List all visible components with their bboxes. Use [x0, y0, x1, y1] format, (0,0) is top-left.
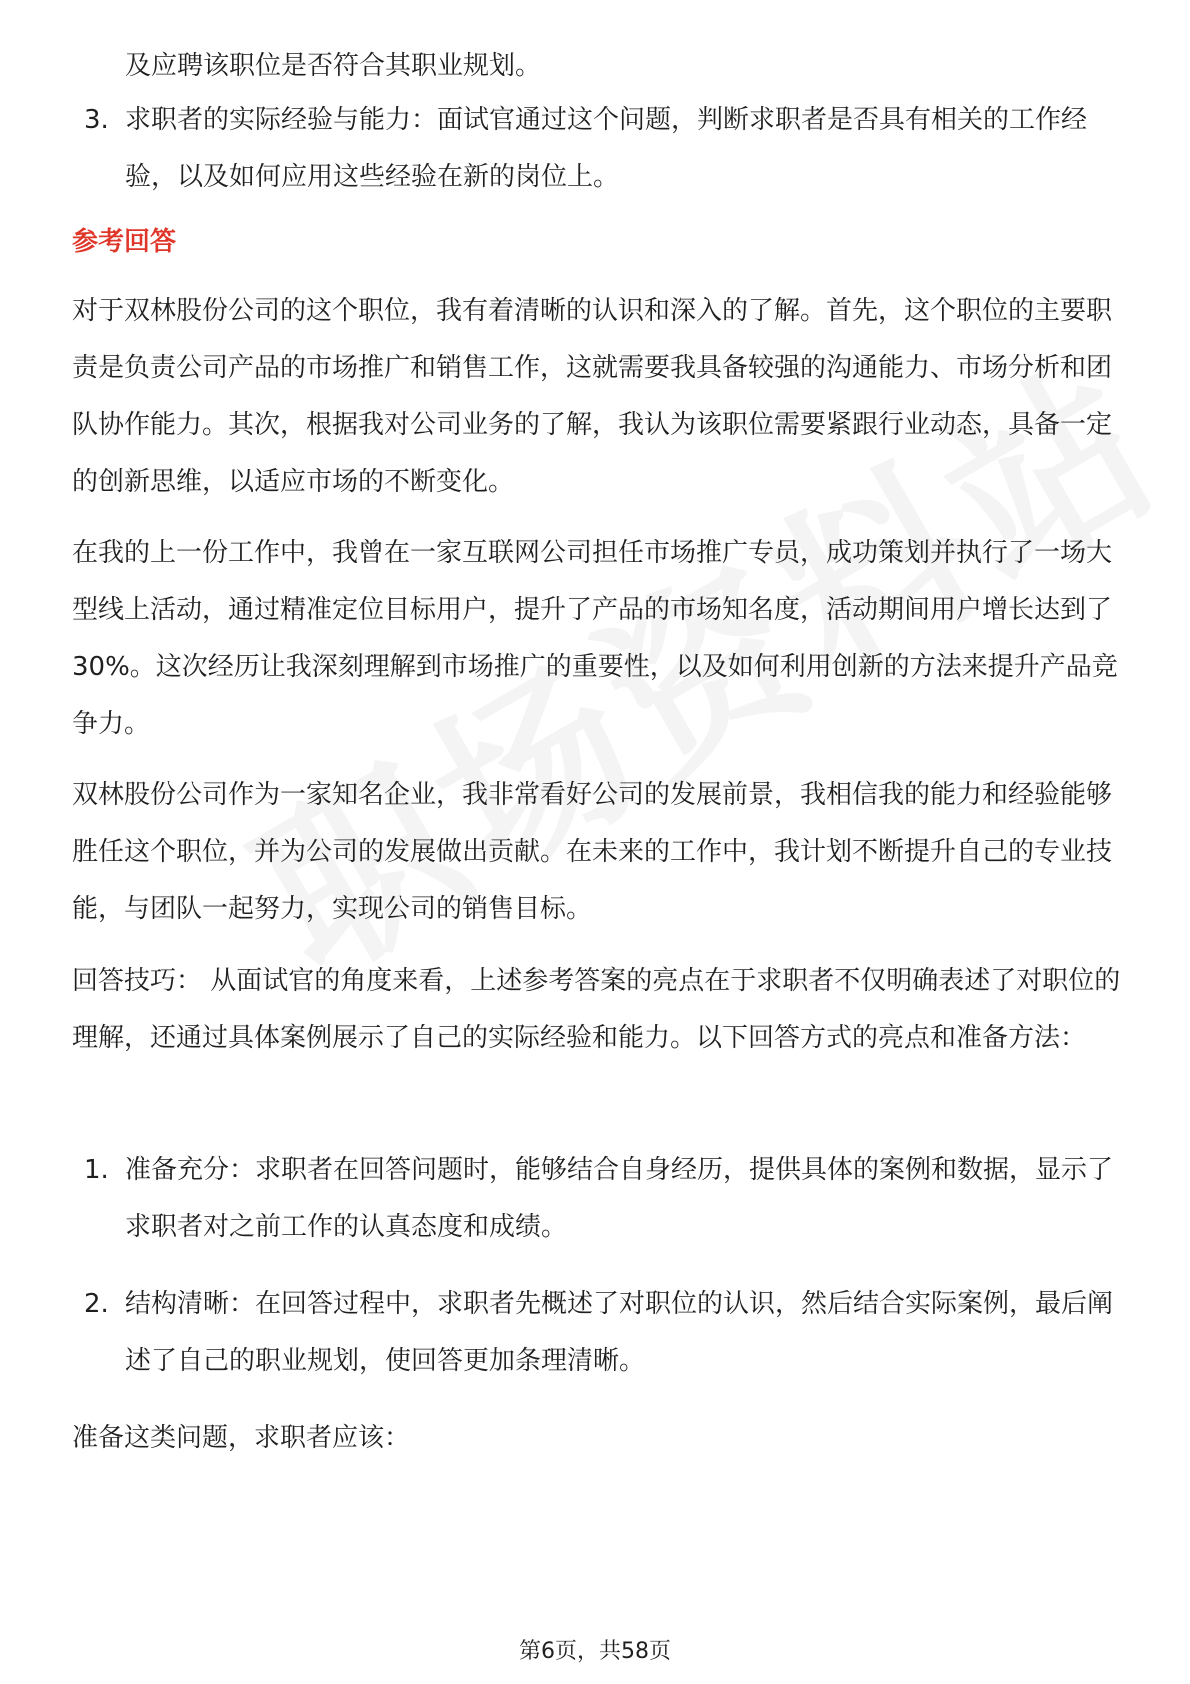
list-item-text: 准备充分：求职者在回答问题时，能够结合自身经历，提供具体的案例和数据，显示了求职者对之前工作的认真态度和成绩。	[125, 1155, 1114, 1242]
continuation-text: 及应聘该职位是否符合其职业规划。	[125, 51, 542, 81]
list-item-2	[72, 1276, 1122, 1390]
closing-text: 准备这类问题，求职者应该：	[72, 1423, 411, 1453]
list-number: 3.	[84, 105, 109, 135]
list-item-text: 求职者的实际经验与能力：面试官通过这个问题，判断求职者是否具有相关的工作经验，以及如何应用这些经验在新的岗位上。	[125, 105, 1088, 192]
page-footer: 第6页，共58页	[519, 1639, 671, 1664]
list-item-1	[72, 1142, 1122, 1256]
list-number: 2.	[84, 1289, 109, 1319]
paragraph-1: 对于双林股份公司的这个职位，我有着清晰的认识和深入的了解。首先，这个职位的主要职责是负责公司产品的市场推广和销售工作，这就需要我具备较强的沟通能力、市场分析和团队协作能力。其次，根据我对公司业务的了解，我认为该职位需要紧跟行业动态，具备一定的创新思维，以适应市场的不断变化。	[72, 296, 1113, 497]
list-item-3	[72, 92, 1122, 206]
list-number: 1.	[84, 1155, 109, 1185]
section-heading: 参考回答	[72, 227, 177, 257]
paragraph-2: 在我的上一份工作中，我曾在一家互联网公司担任市场推广专员，成功策划并执行了一场大型线上活动，通过精准定位目标用户，提升了产品的市场知名度，活动期间用户增长达到了30%。这次经历让我深刻理解到市场推广的重要性，以及如何利用创新的方法来提升产品竞争力。	[72, 538, 1118, 739]
paragraph-answer-tips: 回答技巧： 从面试官的角度来看，上述参考答案的亮点在于求职者不仅明确表述了对职位的理解，还通过具体案例展示了自己的实际经验和能力。以下回答方式的亮点和准备方法：	[72, 966, 1121, 1053]
list-item-text: 结构清晰：在回答过程中，求职者先概述了对职位的认识，然后结合实际案例，最后阐述了自己的职业规划，使回答更加条理清晰。	[125, 1289, 1114, 1376]
paragraph-3: 双林股份公司作为一家知名企业，我非常看好公司的发展前景，我相信我的能力和经验能够胜任这个职位，并为公司的发展做出贡献。在未来的工作中，我计划不断提升自己的专业技能，与团队一起努力，实现公司的销售目标。	[72, 780, 1113, 924]
